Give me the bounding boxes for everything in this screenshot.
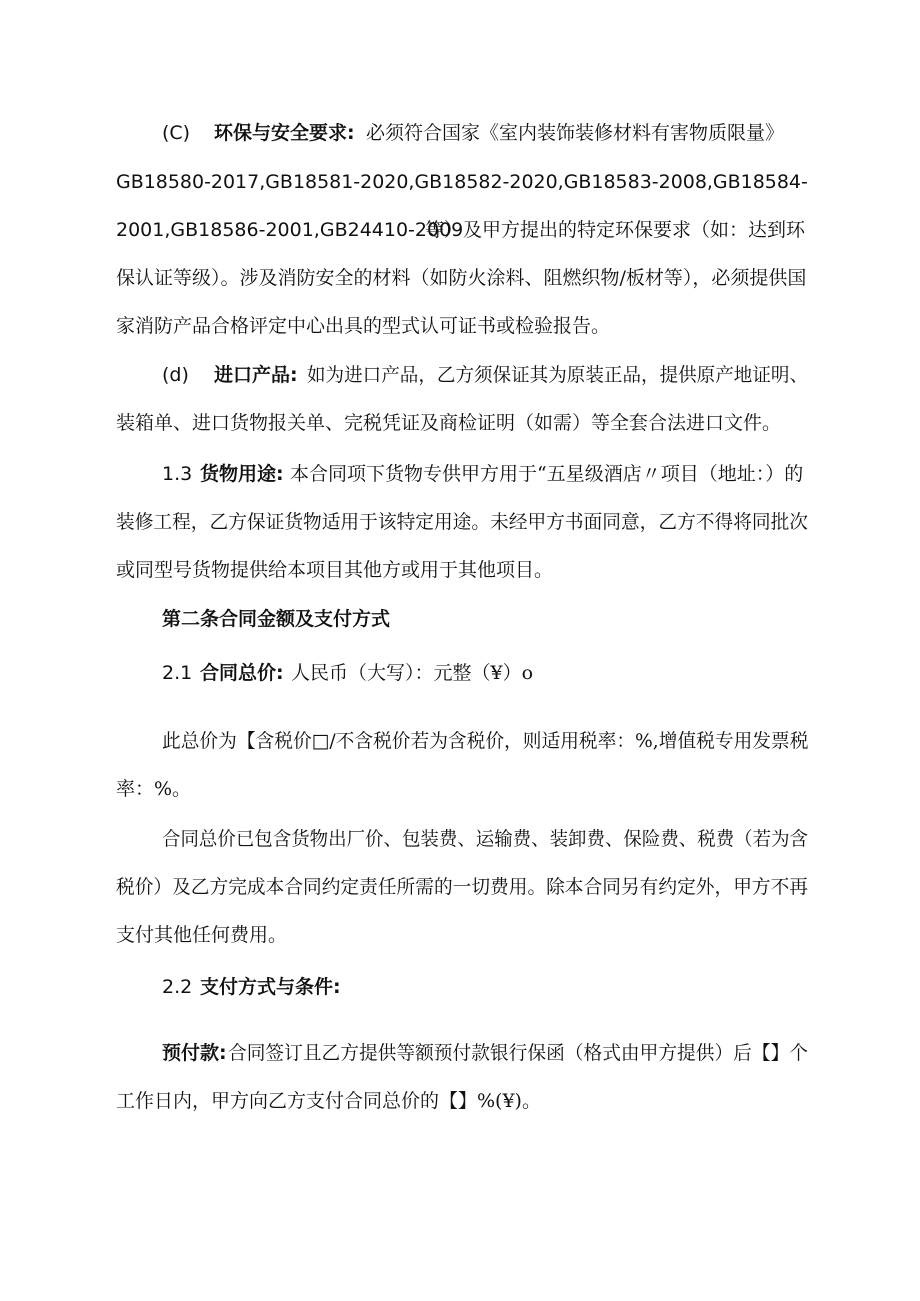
inclusion-text-1: 合同总价已包含货物出厂价、包装费、运输费、装卸费、保险费、税费（若为含 (162, 828, 809, 850)
clause-c-text-5: 家消防产品合格评定中心出具的型式认可证书或检验报告。 (116, 315, 611, 337)
inclusion-text-2: 税价）及乙方完成本合同约定责任所需的一切费用。除本合同另有约定外，甲方不再 (116, 876, 809, 898)
clause-c-text-1: 必须符合国家《室内装饰装修材料有害物质限量》 (366, 122, 785, 144)
section-2-2-number: 2.2 (162, 976, 193, 998)
inclusion-text-3: 支付其他任何费用。 (116, 924, 288, 946)
section-2-1-text: 人民币（大写）：元整（¥）o (291, 662, 534, 684)
clause-d-text-1: 如为进口产品，乙方须保证其为原装正品，提供原产地证明、 (307, 364, 809, 386)
prepayment-text-2: 工作日内，甲方向乙方支付合同总价的【】%(¥)。 (116, 1090, 541, 1112)
clause-c-heading: 环保与安全要求: (214, 122, 355, 144)
clause-d-text-2: 装箱单、进口货物报关单、完税凭证及商检证明（如需）等全套合法进口文件。 (116, 412, 782, 434)
clause-d-marker: (d) (162, 364, 189, 386)
clause-c-text-2: GB18580-2017,GB18581-2020,GB18582-2020,GB18583-2008,GB18584- (116, 171, 808, 193)
section-1-3-heading: 货物用途: (200, 463, 284, 485)
clause-c-marker: (C) (162, 122, 191, 144)
section-1-3-text-1: 本合同项下货物专供甲方用于“五星级酒店〃项目（地址：）的 (290, 463, 804, 485)
tax-text-2: 率：%。 (116, 778, 192, 800)
section-1-3-number: 1.3 (162, 463, 193, 485)
clause-d-heading: 进口产品: (214, 364, 298, 386)
tax-text-1: 此总价为【含税价□/不含税价若为含税价，则适用税率：%,增值税专用发票税 (162, 730, 809, 752)
prepayment-heading: 预付款: (162, 1042, 227, 1064)
section-1-3-text-2: 装修工程，乙方保证货物适用于该特定用途。未经甲方书面同意，乙方不得将同批次 (116, 511, 809, 533)
clause-c-text-3a: 2001,GB18586-2001,GB24410-2009 (116, 219, 464, 241)
clause-c-text-3b: 等）及甲方提出的特定环保要求（如：达到环 (425, 219, 806, 241)
clause-c-text-4: 保认证等级）。涉及消防安全的材料（如防火涂料、阻燃织物/板材等），必须提供国 (116, 267, 807, 289)
section-1-3-text-3: 或同型号货物提供给本项目其他方或用于其他项目。 (116, 559, 554, 581)
article-2-title: 第二条合同金额及支付方式 (162, 608, 391, 630)
prepayment-text-1: 合同签订且乙方提供等额预付款银行保函（格式由甲方提供）后【】个 (228, 1042, 809, 1064)
section-2-2-heading: 支付方式与条件: (200, 976, 341, 998)
section-2-1-number: 2.1 (162, 662, 193, 684)
section-2-1-heading: 合同总价: (200, 662, 284, 684)
